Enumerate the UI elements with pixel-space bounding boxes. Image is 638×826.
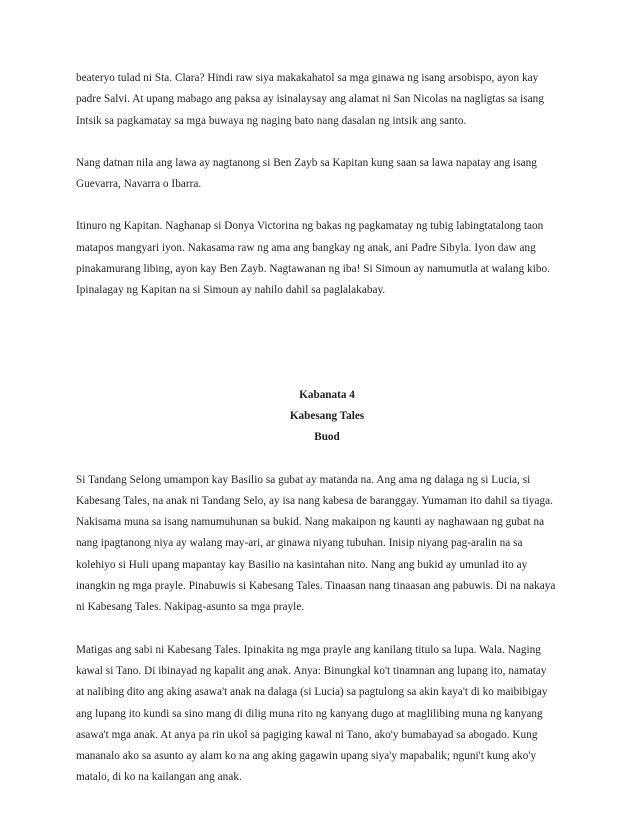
text-line: Nakisama muna sa isang namumuhunan sa bukid. Nang makaipon ng kaunti ay naghawaan ng gubat na (76, 516, 545, 529)
text-line: kolehiyo si Huli upang mapantay kay Basilio na kasintahan nito. Nang ang bukid ay umunlad ito ay (76, 558, 528, 571)
text-line: mananalo ako sa asunto ay alam ko na ang aking gagawin upang siya'y mapabalik; nguni't kung ako'y (76, 750, 537, 763)
text-line: at nalibing dito ang aking asawa't anak na dalaga (si Lucia) sa pagtulong sa akin kaya't di ko maibibigay (76, 686, 548, 699)
text-line: matalo, di ko na kailangan ang anak. (76, 771, 242, 784)
chapter-subtitle: Buod (314, 431, 340, 444)
chapter-title: Kabesang Tales (289, 409, 365, 422)
text-line: Matigas ang sabi ni Kabesang Tales. Ipinakita ng mga prayle ang kanilang titulo sa lupa. Wala. Naging (76, 643, 541, 656)
paragraph-5 (76, 640, 578, 789)
paragraph-1 (76, 68, 578, 132)
chapter-number: Kabanata 4 (299, 388, 355, 401)
text-line: ang lupang ito kundi sa sino mang di dilig muna rito ng kanyang dugo at maglilibing muna ng kanyang (76, 707, 543, 720)
text-line: matapos mangyari iyon. Nakasama raw ng ama ang bangkay ng anak, ani Padre Sibyla. Iyon daw ang (76, 241, 536, 254)
text-line: Itinuro ng Kapitan. Naghanap si Donya Victorina ng bakas ng pagkamatay ng tubig labingtatalong taon (76, 220, 544, 233)
paragraph-3 (76, 216, 578, 301)
text-line: padre Salvi. At upang mabago ang paksa ay isinalaysay ang alamat ni San Nicolas na nagligtas sa isang (76, 93, 544, 106)
paragraph-2 (76, 153, 578, 196)
text-line: ni Kabesang Tales. Nakipag-asunto sa mga prayle. (76, 601, 305, 614)
paragraph-4 (76, 470, 578, 619)
text-line: pinakamurang libing, ayon kay Ben Zayb. Nagtawanan ng iba! Si Simoun ay namumutla at walang kibo. (76, 263, 550, 276)
text-line: beateryo tulad ni Sta. Clara? Hindi raw siya makakahatol sa mga ginawa ng isang arsobispo, ayon kay (76, 72, 539, 84)
chapter-heading (76, 385, 578, 449)
text-line: Ipinalagay ng Kapitan na si Simoun ay nahilo dahil sa paglalakabay. (76, 284, 386, 297)
text-line: Guevarra, Navarra o Ibarra. (76, 178, 202, 191)
text-line: nang ipagtanong niya ay walang may-ari, ar ginawa niyang tubuhan. Inisip niyang pag-aralin na sa (76, 537, 523, 550)
text-line: Si Tandang Selong umampon kay Basilio sa gubat ay matanda na. Ang ama ng dalaga ng si Lucia, si (76, 473, 531, 486)
text-line: Intsik sa pagkamatay sa mga buwaya ng naging bato nang dasalan ng intsik ang santo. (76, 114, 467, 127)
text-line: asawa't mga anak. At anya pa rin ukol sa pagiging kawal ni Tano, ako'y bumabayad sa abogado. Kung (76, 728, 538, 741)
text-line: Nang datnan nila ang lawa ay nagtanong si Ben Zayb sa Kapitan kung saan sa lawa napatay ang isang (76, 156, 537, 169)
text-line: kawal si Tano. Di ibinayad ng kapalit ang anak. Anya: Binungkal ko't tinamnan ang lupang ito, namatay (76, 664, 547, 677)
text-line: Kabesang Tales, na anak ni Tandang Selo, ay isa nang kabesa de baranggay. Yumaman ito dahil sa tiyaga. (76, 494, 553, 507)
text-line: inangkin ng mga prayle. Pinabuwis si Kabesang Tales. Tinaasan nang tinaasan ang pabuwis. Di na nakaya (76, 580, 556, 593)
